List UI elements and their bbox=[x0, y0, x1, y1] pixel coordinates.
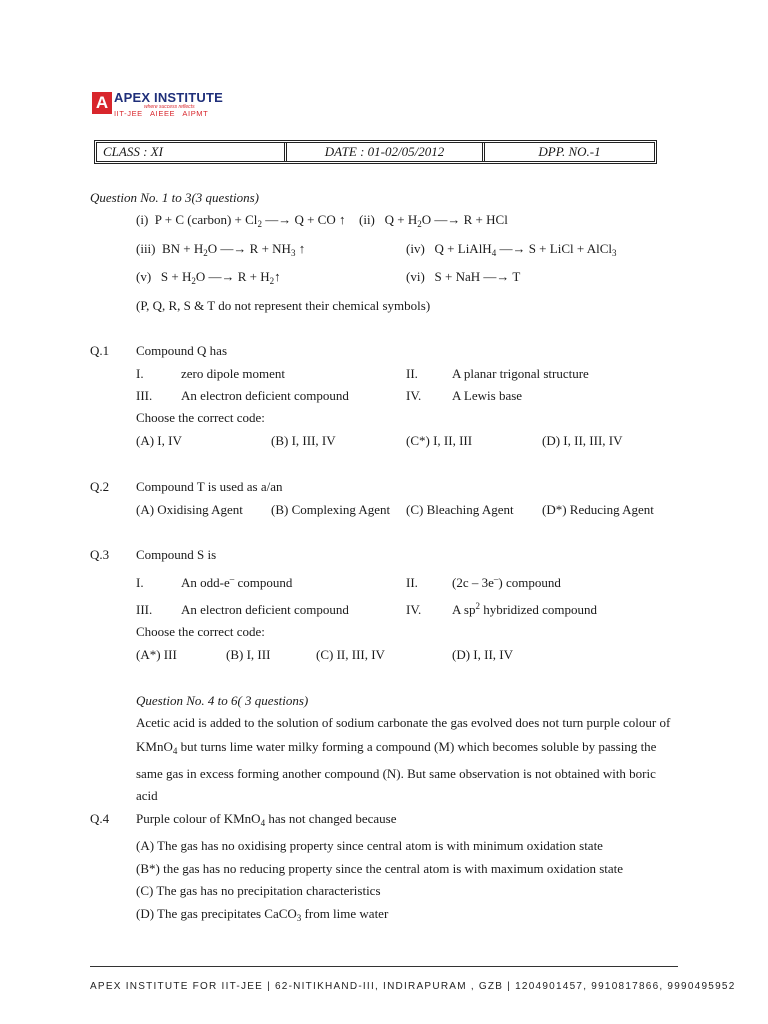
q1-s2: A planar trigonal structure bbox=[452, 366, 589, 381]
q3-s2-label: II. bbox=[406, 575, 418, 590]
q1-option-b: (B) I, III, IV bbox=[271, 433, 336, 448]
logo-tagline: where success reflects bbox=[144, 104, 195, 110]
passage-line-3: same gas in excess forming another compound (N). But same observation is not obtained with boric bbox=[136, 766, 656, 781]
q3-stem: Compound S is bbox=[136, 547, 217, 562]
reaction-v-text: S + H bbox=[160, 269, 192, 284]
q1-s1: zero dipole moment bbox=[181, 366, 285, 381]
logo-badge: A bbox=[92, 92, 112, 114]
q1-option-c: (C*) I, II, III bbox=[406, 433, 473, 448]
q2-option-b: (B) Complexing Agent bbox=[271, 502, 391, 517]
logo-name: APEX INSTITUTE bbox=[114, 90, 223, 105]
section1-note: (P, Q, R, S & T do not represent their chemical symbols) bbox=[136, 298, 431, 313]
reaction-iii: (iii) BN + $H_2O$ —→ $R + NH_3$ ↑ bbox=[136, 241, 306, 258]
header-table bbox=[94, 140, 657, 164]
q3-s1: An odd-e– compound bbox=[181, 574, 293, 590]
reaction-i-text: P + C (carbon) + Cl bbox=[154, 212, 258, 227]
reaction-iii-label: (iii) bbox=[136, 241, 156, 256]
q2-stem: Compound T is used as a/an bbox=[136, 479, 283, 494]
q3-s4: A $sp^2$ hybridized compound bbox=[452, 601, 597, 617]
section1-heading: Question No. 1 to 3(3 questions) bbox=[90, 190, 259, 205]
q4-number: Q.4 bbox=[90, 811, 110, 826]
q3-s2: (2c – 3e–) compound bbox=[452, 574, 561, 590]
q4-option-d: (D) The gas precipitates CaCO$_3$ from lime water bbox=[136, 906, 389, 923]
q1-number: Q.1 bbox=[90, 343, 110, 358]
q3-option-b: (B) I, III bbox=[226, 647, 271, 662]
q4-option-a: (A) The gas has no oxidising property since central atom is with minimum oxidation state bbox=[136, 838, 603, 853]
q3-s4-label: IV. bbox=[406, 602, 422, 617]
reaction-vi-text: S + NaH —→ T bbox=[434, 269, 521, 284]
dpp-cell: DPP. NO.-1 bbox=[538, 144, 601, 159]
q3-s3: An electron deficient compound bbox=[181, 602, 349, 617]
passage-line-4: acid bbox=[136, 788, 158, 803]
q1-s2-label: II. bbox=[406, 366, 418, 381]
logo-subtitle: IIT-JEE AIEEE AIPMT bbox=[114, 109, 209, 118]
q1-s3: An electron deficient compound bbox=[181, 388, 349, 403]
q1-choose: Choose the correct code: bbox=[136, 410, 265, 425]
q1-s4: A Lewis base bbox=[452, 388, 523, 403]
reaction-ii: (ii) $Q + H_2O$ —→ R + HCl bbox=[359, 212, 508, 229]
reaction-i: (i) P + C (carbon) + $Cl_2$ —→ Q + CO ↑ bbox=[136, 212, 346, 229]
q3-number: Q.3 bbox=[90, 547, 110, 562]
q1-stem: Compound Q has bbox=[136, 343, 227, 358]
q2-number: Q.2 bbox=[90, 479, 110, 494]
q1-s3-label: III. bbox=[136, 388, 153, 403]
reaction-v-label: (v) bbox=[136, 269, 152, 284]
passage-line-1: Acetic acid is added to the solution of sodium carbonate the gas evolved does not turn purple colour of bbox=[136, 715, 671, 730]
date-cell: DATE : 01-02/05/2012 bbox=[287, 143, 485, 161]
q4-option-b: (B*) the gas has no reducing property since the central atom is with maximum oxidation state bbox=[136, 861, 624, 876]
q1-option-a: (A) I, IV bbox=[136, 433, 182, 448]
q1-s4-label: IV. bbox=[406, 388, 422, 403]
reaction-ii-label: (ii) bbox=[359, 212, 375, 227]
reaction-ii-text: Q + H bbox=[384, 212, 418, 227]
q3-s3-label: III. bbox=[136, 602, 153, 617]
footer-address: APEX INSTITUTE FOR IIT-JEE | 62-NITIKHAND-III, INDIRAPURAM , GZB | 1204901457, 9910817866, 9990495952 bbox=[90, 981, 736, 992]
reaction-iii-text: BN + H bbox=[162, 241, 204, 256]
q2-option-d: (D*) Reducing Agent bbox=[542, 502, 654, 517]
passage-line-2: KMnO$_4$ but turns lime water milky forming a compound (M) which becomes soluble by passing the bbox=[136, 739, 657, 756]
q2-option-c: (C) Bleaching Agent bbox=[406, 502, 514, 517]
reaction-vi-label: (vi) bbox=[406, 269, 425, 284]
reaction-iv-label: (iv) bbox=[406, 241, 425, 256]
q4-stem: Purple colour of KMnO$_4$ has not changed because bbox=[136, 811, 397, 828]
reaction-v: (v) $S + H_2O$ —→ $R + H_2↑$ bbox=[136, 269, 281, 286]
class-cell: CLASS : XI bbox=[97, 143, 287, 161]
footer-divider bbox=[90, 966, 678, 967]
reaction-vi bbox=[406, 269, 520, 285]
q3-s1-label: I. bbox=[136, 575, 144, 590]
q3-option-a: (A*) III bbox=[136, 647, 177, 662]
q1-s1-label: I. bbox=[136, 366, 144, 381]
section2-heading: Question No. 4 to 6( 3 questions) bbox=[136, 693, 309, 708]
reaction-iv-text: Q + LiAlH bbox=[434, 241, 492, 256]
q1-option-d: (D) I, II, III, IV bbox=[542, 433, 623, 448]
q3-option-c: (C) II, III, IV bbox=[316, 647, 385, 662]
reaction-iv: (iv) Q + LiAlH$_4$ —→ S + LiCl + AlCl$_3$ bbox=[406, 241, 617, 258]
q3-option-d: (D) I, II, IV bbox=[452, 647, 514, 662]
reaction-i-label: (i) bbox=[136, 212, 149, 227]
q2-option-a: (A) Oxidising Agent bbox=[136, 502, 243, 517]
q3-choose: Choose the correct code: bbox=[136, 624, 265, 639]
q4-option-c: (C) The gas has no precipitation characteristics bbox=[136, 883, 381, 898]
apex-logo bbox=[92, 90, 232, 120]
